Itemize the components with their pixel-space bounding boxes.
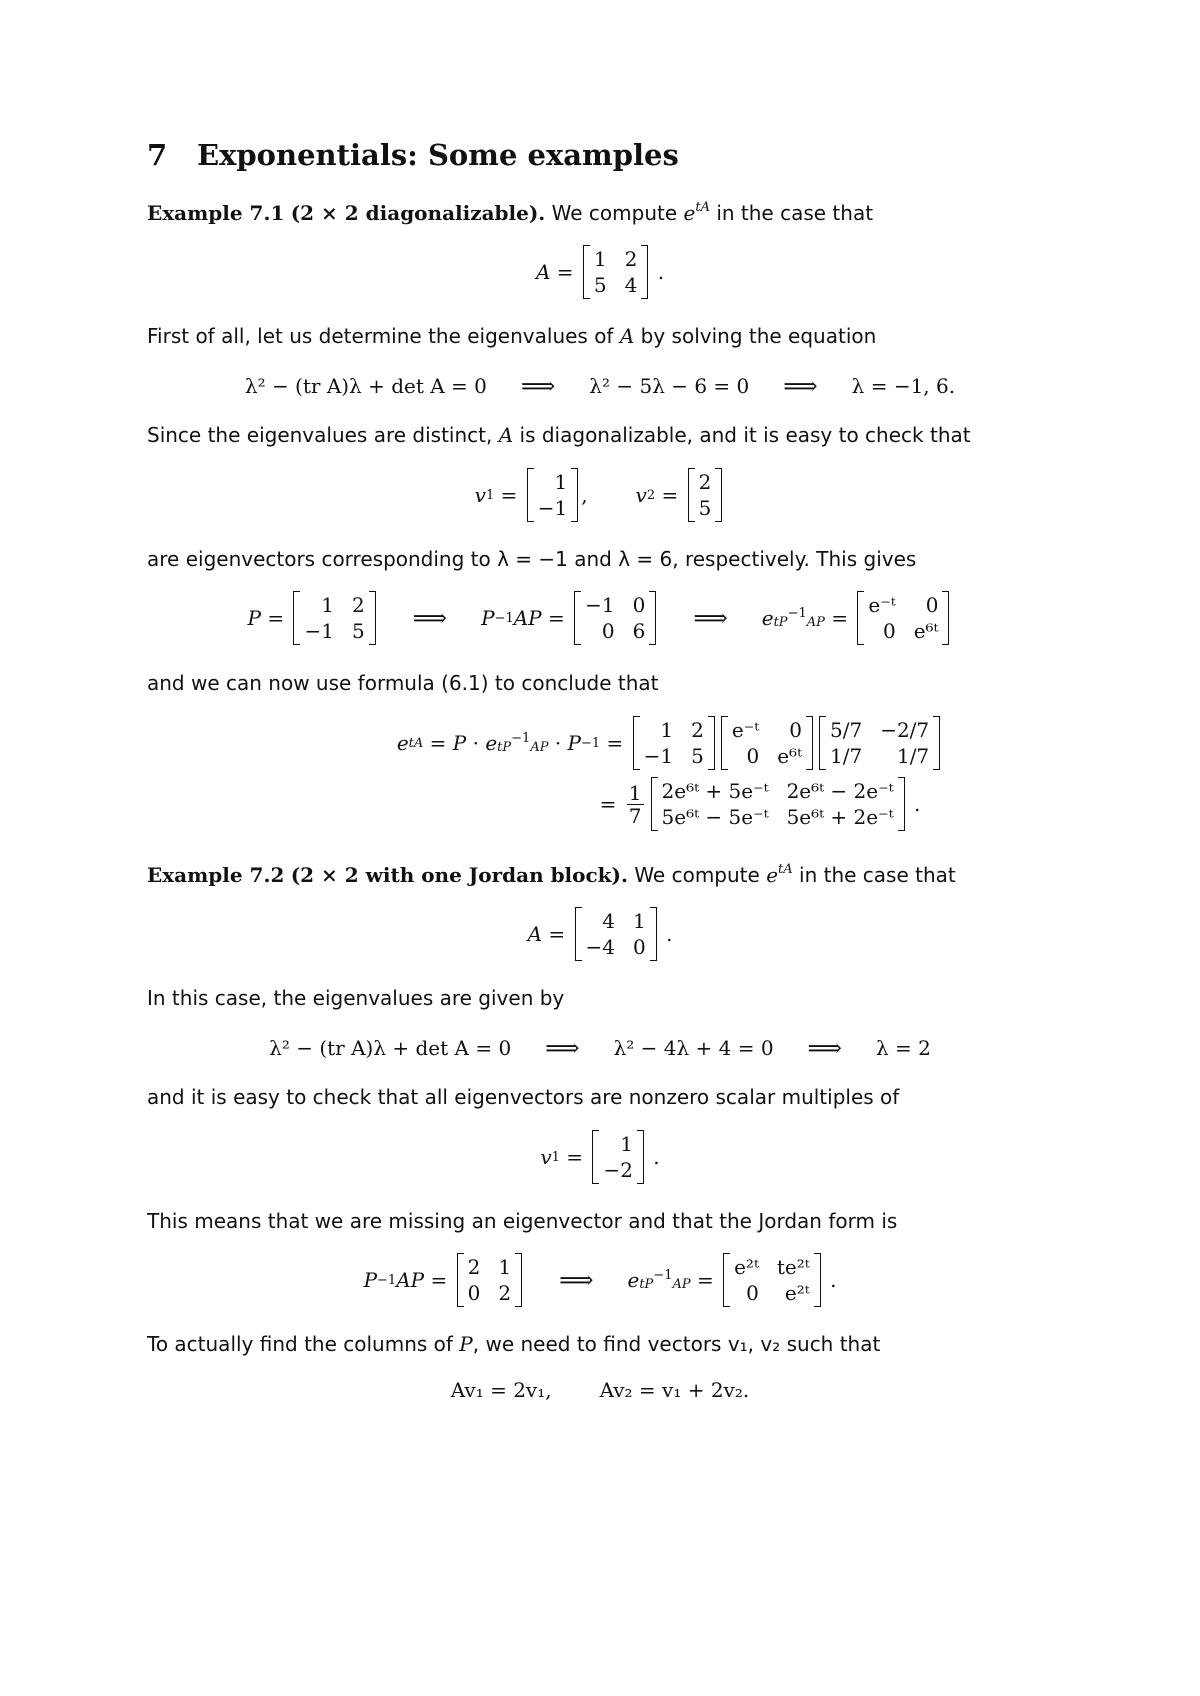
intro-expr: $e^{tA}$ bbox=[766, 862, 793, 887]
intro-text-b: in the case that bbox=[716, 201, 874, 225]
paragraph-columns: To actually find the columns of P, we need to find vectors v₁, v₂ such that bbox=[147, 1332, 881, 1356]
paragraph-distinct: Since the eigenvalues are distinct, A is diagonalizable, and it is easy to check that bbox=[147, 423, 971, 447]
paragraph-formula: and we can now use formula (6.1) to conclude that bbox=[147, 671, 659, 695]
equation-characteristic-2: λ² − (tr A)λ + det A = 0 ⟹ λ² − 4λ + 4 = 0 ⟹ λ = 2 bbox=[269, 1034, 931, 1062]
paragraph-eigen-2: In this case, the eigenvalues are given by bbox=[147, 986, 565, 1010]
paragraph-eigvec: are eigenvectors corresponding to λ = −1 and λ = 6, respectively. This gives bbox=[147, 547, 917, 571]
matrix-expPinvAP-2: e⁻ᵗ 0 0 e⁶ᵗ bbox=[721, 716, 813, 770]
equation-characteristic-1: λ² − (tr A)λ + det A = 0 ⟹ λ² − 5λ − 6 = 0 ⟹ λ = −1, 6. bbox=[244, 372, 956, 400]
matrix-Pinv: 5/7 −2/7 1/7 1/7 bbox=[819, 716, 940, 770]
example-7-2-intro: Example 7.2 (2 × 2 with one Jordan block). We compute $e^{tA}$ in the case that bbox=[147, 862, 956, 887]
equation-final: Av₁ = 2v₁, Av₂ = v₁ + 2v₂. bbox=[450, 1378, 750, 1402]
equation-eigenvector-2: v 1 = 1 −2 . bbox=[540, 1132, 660, 1182]
matrix-PinvAP: −1 0 0 6 bbox=[574, 591, 656, 645]
fraction-one-seventh: $\frac{1}{7}$ bbox=[628, 780, 642, 828]
example-title: (2 × 2 diagonalizable). bbox=[290, 201, 546, 225]
matrix-P: 1 2 −1 5 bbox=[293, 591, 375, 645]
example-7-1-intro bbox=[147, 200, 873, 225]
vector-v2: 2 5 bbox=[688, 468, 723, 522]
section-heading bbox=[147, 138, 679, 172]
matrix-A: 1 2 5 4 bbox=[583, 245, 648, 299]
vector-v1-2: 1 −2 bbox=[592, 1130, 643, 1184]
example-label: Example 7.1 bbox=[147, 201, 285, 225]
paragraph-missing: This means that we are missing an eigenvector and that the Jordan form is bbox=[147, 1209, 898, 1233]
equation-exp-product: e tA = P · e $tP^{-1}AP$ · P −1 = 1 2 −1 5 e⁻ᵗ 0 0 e⁶ᵗ 5/7 −2/7 1/7 1/7 bbox=[70, 716, 1200, 770]
paragraph-eigvec-2: and it is easy to check that all eigenvectors are nonzero scalar multiples of bbox=[147, 1085, 900, 1109]
matrix-P-2: 1 2 −1 5 bbox=[633, 716, 715, 770]
vector-v1: 1 −1 bbox=[527, 468, 578, 522]
equation-P: P = 1 2 −1 5 ⟹ P −1 AP = −1 0 0 6 ⟹ e $tP^{-1}AP$ = e⁻ᵗ 0 0 e⁶ᵗ bbox=[0, 591, 1200, 645]
equation-matrix-A-2: A = 4 1 −4 0 . bbox=[527, 909, 673, 959]
equation-jordan: P −1 AP = 2 1 0 2 ⟹ e $tP^{-1}AP$ = e²ᵗ te²ᵗ 0 e²ᵗ . bbox=[363, 1255, 837, 1305]
paragraph-eigen: First of all, let us determine the eigenvalues of A by solving the equation bbox=[147, 324, 877, 348]
matrix-J: 2 1 0 2 bbox=[457, 1253, 522, 1307]
matrix-result: 2e⁶ᵗ + 5e⁻ᵗ 2e⁶ᵗ − 2e⁻ᵗ 5e⁶ᵗ − 5e⁻ᵗ 5e⁶ᵗ + 2e⁻ᵗ bbox=[651, 777, 905, 831]
example-title: (2 × 2 with one Jordan block). bbox=[290, 863, 628, 887]
matrix-A-2: 4 1 −4 0 bbox=[575, 907, 657, 961]
intro-expr: $e^{tA}$ bbox=[683, 200, 710, 225]
matrix-expPinvAP: e⁻ᵗ 0 0 e⁶ᵗ bbox=[857, 591, 949, 645]
section-number: 7 bbox=[147, 138, 168, 172]
equation-eigenvectors-1: v 1 = 1 −1 , v 2 = 2 5 bbox=[0, 468, 1200, 522]
section-title: Exponentials: Some examples bbox=[197, 138, 679, 172]
matrix-expJ: e²ᵗ te²ᵗ 0 e²ᵗ bbox=[723, 1253, 821, 1307]
example-label: Example 7.2 bbox=[147, 863, 285, 887]
intro-text: We compute bbox=[551, 201, 678, 225]
equation-exp-result: = $\frac{1}{7}$ 2e⁶ᵗ + 5e⁻ᵗ 2e⁶ᵗ − 2e⁻ᵗ 5e⁶ᵗ − 5e⁻ᵗ 5e⁶ᵗ + 2e⁻ᵗ . bbox=[599, 779, 921, 829]
equation-matrix-A: A = 1 2 5 4 . bbox=[535, 247, 665, 297]
